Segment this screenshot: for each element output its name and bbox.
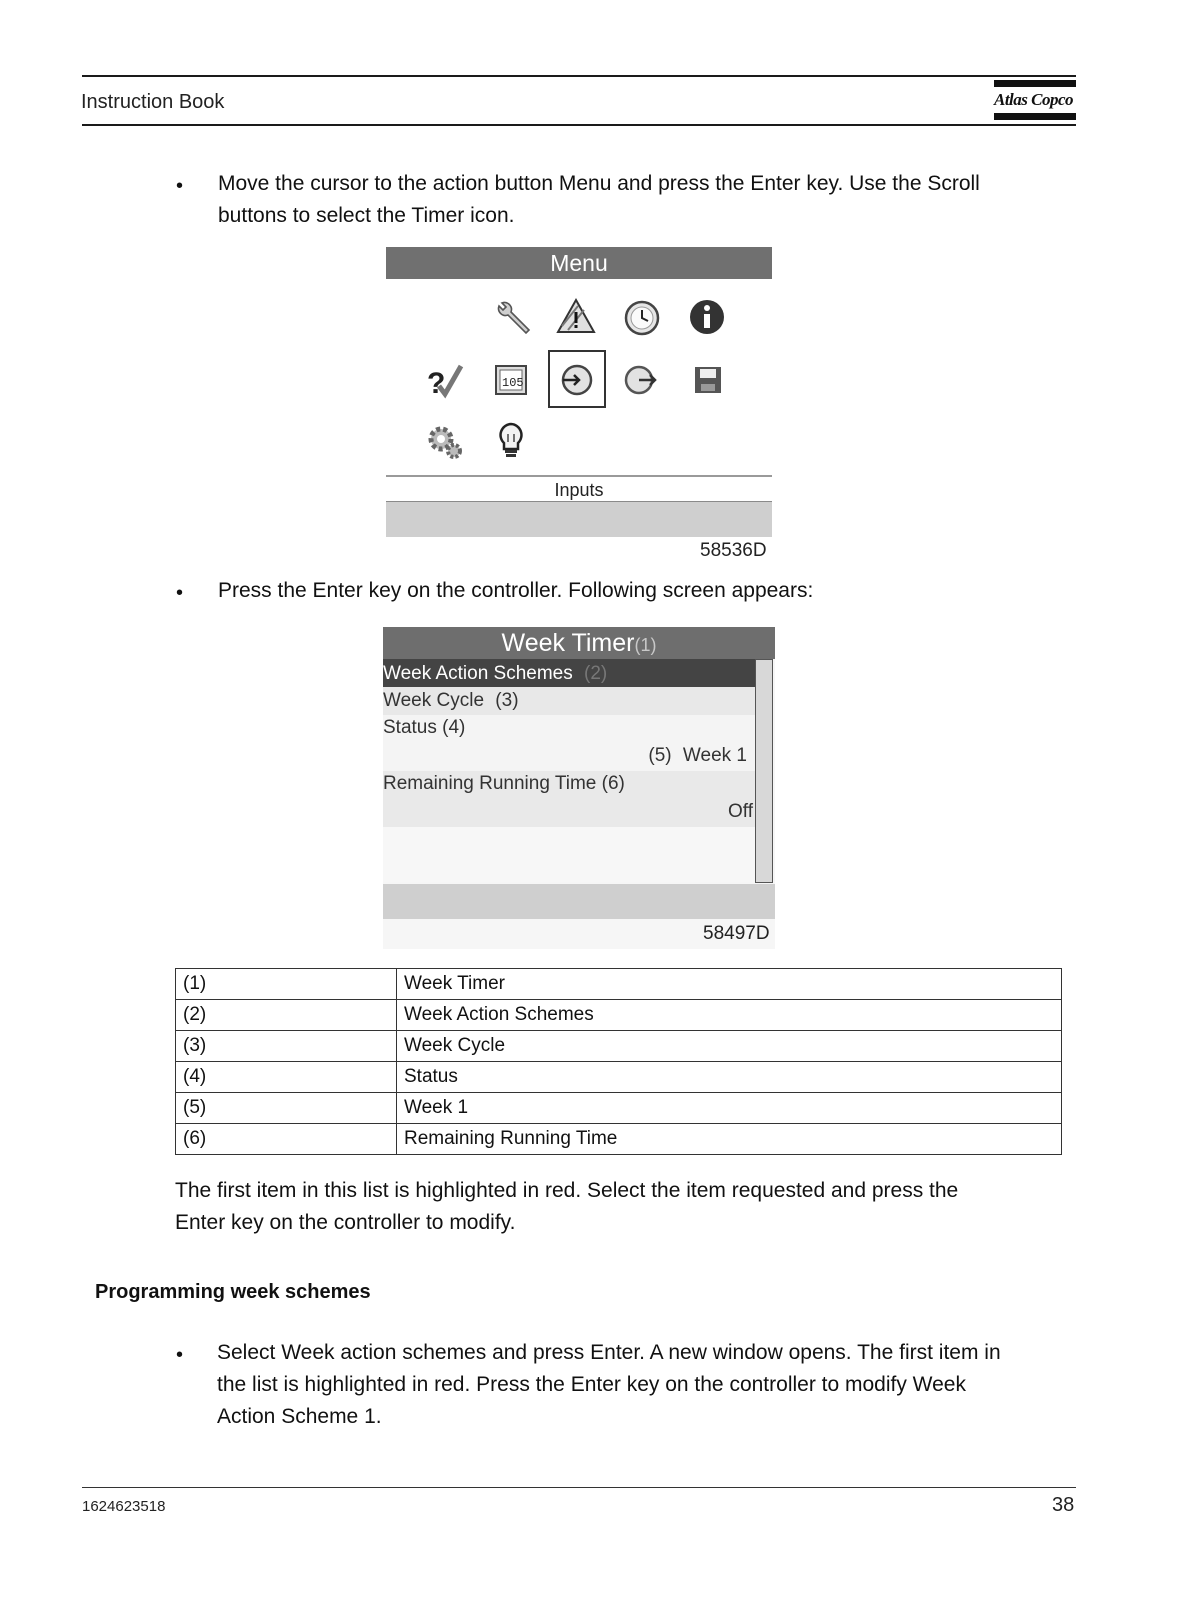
legend-table xyxy=(175,968,1062,1155)
bullet-step2: • xyxy=(176,582,184,604)
gear-icon[interactable] xyxy=(425,421,465,461)
status-value-wrap xyxy=(648,745,747,767)
week-timer-title: Week Timer xyxy=(501,629,635,657)
legend-value: Week Cycle xyxy=(397,1031,1062,1062)
remaining-running-time-row[interactable] xyxy=(383,771,755,827)
counter-icon[interactable] xyxy=(491,360,531,400)
help-check-icon[interactable] xyxy=(425,360,465,400)
lightbulb-icon[interactable] xyxy=(491,420,531,460)
week-timer-title-bar xyxy=(383,627,775,659)
week-cycle-row[interactable] xyxy=(383,687,755,715)
status-value: Week 1 xyxy=(682,745,747,766)
remaining-running-time-label: Remaining Running Time (6) xyxy=(383,773,625,794)
figure-id-week-timer: 58497D xyxy=(703,923,770,944)
week-action-schemes-row[interactable] xyxy=(383,659,755,687)
menu-separator xyxy=(386,475,772,477)
step1-line1: Move the cursor to the action button Menu and press the Enter key. Use the Scroll xyxy=(218,172,980,195)
step3-line2: the list is highlighted in red. Press the Enter key on the controller to modify Week xyxy=(217,1373,966,1396)
step3-line3: Action Scheme 1. xyxy=(217,1405,382,1428)
table-row xyxy=(176,1124,1062,1155)
step3-text xyxy=(217,1337,1001,1433)
table-row xyxy=(176,1062,1062,1093)
header-title: Instruction Book xyxy=(81,91,225,113)
header-top-rule xyxy=(82,75,1076,77)
legend-key: (6) xyxy=(176,1124,397,1155)
clock-icon[interactable] xyxy=(622,298,662,338)
legend-key: (4) xyxy=(176,1062,397,1093)
week-action-schemes-ref: (2) xyxy=(584,663,608,684)
scrollbar[interactable] xyxy=(755,659,773,883)
legend-value: Week Action Schemes xyxy=(397,1000,1062,1031)
week-cycle-label: Week Cycle xyxy=(383,690,485,711)
status-row[interactable] xyxy=(383,715,755,771)
note-line1: The first item in this list is highlighted in red. Select the item requested and press the xyxy=(175,1179,959,1202)
note-line2: Enter key on the controller to modify. xyxy=(175,1211,516,1234)
menu-selected-caption: Inputs xyxy=(554,480,604,500)
legend-value: Week 1 xyxy=(397,1093,1062,1124)
legend-value: Remaining Running Time xyxy=(397,1124,1062,1155)
legend-key: (3) xyxy=(176,1031,397,1062)
table-row xyxy=(176,1093,1062,1124)
legend-key: (5) xyxy=(176,1093,397,1124)
menu-title-bar xyxy=(386,247,772,279)
week-timer-screen xyxy=(383,627,775,949)
menu-action-bar xyxy=(386,502,772,537)
footer-rule xyxy=(82,1487,1076,1488)
inputs-icon[interactable] xyxy=(557,360,597,400)
week-timer-title-ref: (1) xyxy=(634,635,657,655)
warning-icon[interactable] xyxy=(556,296,596,336)
step3-line1: Select Week action schemes and press Enter. A new window opens. The first item in xyxy=(217,1341,1001,1364)
list-empty-area xyxy=(383,827,755,882)
legend-key: (1) xyxy=(176,969,397,1000)
legend-value: Status xyxy=(397,1062,1062,1093)
timer-icon[interactable] xyxy=(621,360,661,400)
svg-text:?: ? xyxy=(427,367,446,400)
table-row xyxy=(176,1000,1062,1031)
remaining-running-time-value: Off xyxy=(728,801,753,822)
table-row xyxy=(176,969,1062,1000)
page-number: 38 xyxy=(1052,1494,1075,1516)
header-bottom-rule xyxy=(82,124,1076,126)
week-action-schemes-label: Week Action Schemes xyxy=(383,663,573,684)
week-cycle-ref: (3) xyxy=(495,690,519,711)
legend-value: Week Timer xyxy=(397,969,1062,1000)
week-timer-action-bar xyxy=(383,884,775,919)
bullet-step3: • xyxy=(176,1344,184,1366)
figure-id-menu: 58536D xyxy=(700,540,767,561)
svg-text:105: 105 xyxy=(502,376,524,390)
section-heading: Programming week schemes xyxy=(95,1281,371,1303)
note-paragraph xyxy=(175,1175,958,1239)
step1-text xyxy=(218,168,980,232)
menu-screen xyxy=(386,247,772,537)
status-value-ref: (5) xyxy=(648,745,672,766)
status-label: Status (4) xyxy=(383,717,466,738)
info-icon[interactable] xyxy=(687,297,727,337)
step2-text: Press the Enter key on the controller. Following screen appears: xyxy=(218,579,814,602)
atlas-copco-logo: Atlas Copco xyxy=(994,80,1076,122)
legend-key: (2) xyxy=(176,1000,397,1031)
table-row xyxy=(176,1031,1062,1062)
step1-line2: buttons to select the Timer icon. xyxy=(218,204,515,227)
save-icon[interactable] xyxy=(688,360,728,400)
wrench-icon[interactable] xyxy=(493,298,533,338)
document-number: 1624623518 xyxy=(82,1498,166,1515)
bullet-step1: • xyxy=(176,175,184,197)
menu-title: Menu xyxy=(550,250,608,276)
